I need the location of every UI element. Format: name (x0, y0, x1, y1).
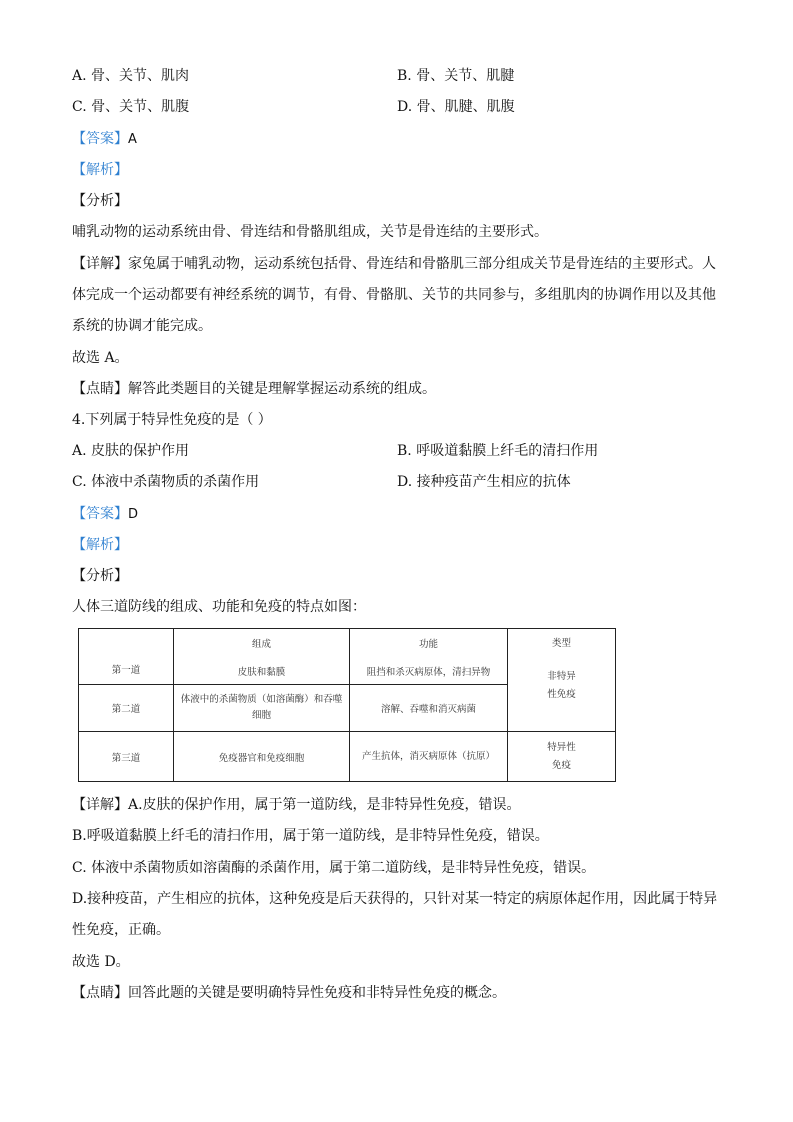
defense-lines-table (78, 628, 616, 782)
q3-choose: 故选 A。 (72, 350, 129, 366)
table-cell-line3-label (79, 732, 174, 782)
detail-tag: 【详解】 (72, 256, 128, 272)
q4-detail-d1: D.接种疫苗，产生相应的抗体，这种免疫是后天获得的，只针对某一特定的病原体起作用，因此属于特异 (72, 891, 718, 907)
row1-function: 阻挡和杀灭病原体，清扫异物 (366, 666, 491, 678)
q4-fenxi-text: 人体三道防线的组成、功能和免疫的特点如图： (72, 599, 366, 615)
dianjing-tag: 【点睛】 (72, 381, 128, 397)
table-cell-line2-composition (174, 685, 350, 732)
row3-label: 第三道 (111, 752, 141, 764)
type-specific-2: 免疫 (551, 759, 571, 771)
dianjing-text: 回答此题的关键是要明确特异性免疫和非特异性免疫的概念。 (128, 985, 506, 1001)
q3-option-c: C. 骨、关节、肌腹 (72, 99, 190, 115)
dianjing-text: 解答此类题目的关键是理解掌握运动系统的组成。 (128, 381, 436, 397)
type-nonspecific-2: 性免疫 (547, 689, 576, 700)
q4-choose: 故选 D。 (72, 954, 130, 970)
q3-answer (72, 129, 137, 150)
q3-detail-line3: 系统的协调才能完成。 (72, 318, 212, 334)
row2-label: 第二道 (111, 704, 141, 715)
q4-detail-c: C. 体液中杀菌物质如溶菌酶的杀菌作用，属于第二道防线，是非特异性免疫，错误。 (72, 860, 596, 876)
q3-detail-line2: 体完成一个运动都要有神经系统的调节，有骨、骨骼肌、关节的共同参与，多组肌肉的协调作用以及其他 (72, 287, 716, 303)
q3-detail-line1 (72, 254, 716, 274)
q3-fenxi-text: 哺乳动物的运动系统由骨、骨连结和骨骼肌组成，关节是骨连结的主要形式。 (72, 224, 548, 240)
q4-detail-a (72, 795, 521, 815)
table-cell-line1-label (79, 629, 174, 685)
table-cell-line2-function (350, 685, 508, 732)
header-composition: 组成 (251, 638, 271, 650)
q4-option-c: C. 体液中杀菌物质的杀菌作用 (72, 474, 260, 490)
q4-dianjing (72, 983, 506, 1003)
row1-label: 第一道 (111, 665, 141, 676)
q3-option-a: A. 骨、关节、肌肉 (72, 68, 190, 84)
q4-answer (72, 504, 138, 525)
table-cell-line2-label (79, 685, 174, 732)
table-cell-line3-composition (174, 732, 350, 782)
row2-composition: 体液中的杀菌物质（如溶菌酶）和吞噬细胞 (180, 694, 343, 721)
q4-analysis-tag: 【解析】 (72, 537, 128, 553)
q4-detail-d2: 性免疫，正确。 (72, 922, 170, 938)
detail-tag: 【详解】 (72, 797, 128, 813)
table-cell-type-specific (508, 732, 616, 782)
q4-option-d: D. 接种疫苗产生相应的抗体 (397, 474, 571, 490)
table-cell-line1-function (350, 629, 508, 685)
q3-option-d: D. 骨、肌腱、肌腹 (397, 99, 515, 115)
q3-analysis-tag: 【解析】 (72, 162, 128, 178)
table-cell-line1-composition (174, 629, 350, 685)
dianjing-tag: 【点睛】 (72, 985, 128, 1001)
answer-tag: 【答案】 (72, 131, 128, 147)
detail-a-text: A.皮肤的保护作用，属于第一道防线，是非特异性免疫，错误。 (128, 797, 521, 813)
q4-option-b: B. 呼吸道黏膜上纤毛的清扫作用 (397, 443, 599, 459)
table-cell-line3-function (350, 732, 508, 782)
row1-composition: 皮肤和黏膜 (237, 666, 286, 678)
header-type: 类型 (551, 638, 571, 649)
q4-stem: 4.下列属于特异性免疫的是（ ） (72, 412, 272, 428)
row2-function: 溶解、吞噬和消灭病菌 (380, 704, 476, 715)
q3-dianjing (72, 379, 436, 399)
q3-option-b: B. 骨、关节、肌腱 (397, 68, 515, 84)
q4-option-a: A. 皮肤的保护作用 (72, 443, 190, 459)
detail-text: 家兔属于哺乳动物，运动系统包括骨、骨连结和骨骼肌三部分组成关节是骨连结的主要形式。人 (128, 256, 716, 272)
answer-value: D (128, 507, 139, 522)
header-function: 功能 (418, 638, 438, 650)
type-specific-1: 特异性 (547, 741, 576, 753)
table-cell-type-nonspecific (508, 629, 616, 732)
answer-value: A (128, 132, 137, 147)
row3-function: 产生抗体，消灭病原体（抗原） (361, 750, 495, 762)
row3-composition: 免疫器官和免疫细胞 (218, 752, 305, 764)
answer-tag: 【答案】 (72, 506, 128, 522)
q4-detail-b: B.呼吸道黏膜上纤毛的清扫作用，属于第一道防线，是非特异性免疫，错误。 (72, 828, 549, 844)
type-nonspecific-1: 非特异 (547, 671, 576, 682)
q4-fenxi-tag: 【分析】 (72, 568, 128, 584)
q3-fenxi-tag: 【分析】 (72, 193, 128, 209)
